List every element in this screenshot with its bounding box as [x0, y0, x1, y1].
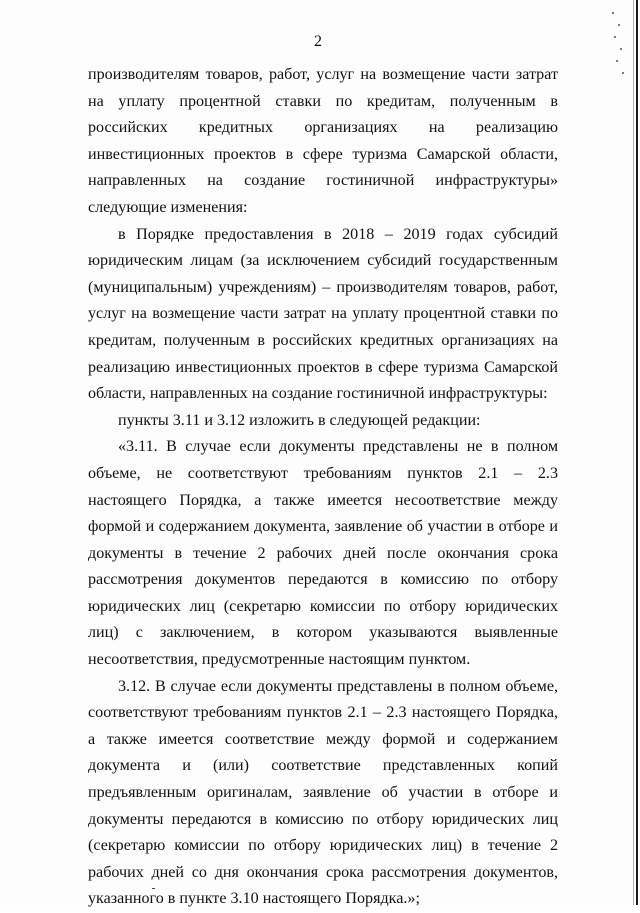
scan-stray-mark [152, 888, 155, 889]
scan-noise-marks [610, 10, 630, 80]
paragraph-continuation: производителям товаров, работ, услуг на возмещение части затрат на уплату процентной ставки по кредитам, полученным в российских кредитных организациях на реализацию инвестиционных проектов в сфере туризма Самарской области, направленных на создание гостиничной инфраструктуры» следующие изменения: [88, 66, 558, 216]
scan-edge-shadow [636, 0, 638, 905]
paragraph-procedure: в Порядке предоставления в 2018 – 2019 годах субсидий юридическим лицам (за исключением субсидий государственным (муниципальным) учреждениям) – производителям товаров, работ, услуг на возмещение части затрат на уплату процентной ставки по кредитам, полученным в российских кредитных организациях на реализацию инвестиционных проектов в сфере туризма Самарской области, направленных на создание гостиничной инфраструктуры: [88, 225, 558, 403]
paragraph-points-instruction: пункты 3.11 и 3.12 изложить в следующей редакции: [118, 411, 481, 429]
page-number: 2 [314, 33, 322, 50]
scan-edge-line [633, 0, 634, 905]
document-body [88, 62, 558, 913]
paragraph-point-3-12: 3.12. В случае если документы представлены в полном объеме, соответствуют требованиям пунктов 2.1 – 2.3 настоящего Порядка, а также имеется соответствие между формой и содержанием документа и (или) соответствие представленных копий предъявленным оригиналам, заявление об участии в отборе и документы передаются в комиссию по отбору юридических лиц (секретарю комиссии по отбору юридических лиц) в течение 2 рабочих дней со дня окончания срока рассмотрения документов, указанного в пункте 3.10 настоящего Порядка.»; [88, 677, 558, 908]
paragraph-point-3-11: «3.11. В случае если документы представлены не в полном объеме, не соответствуют требованиям пунктов 2.1 – 2.3 настоящего Порядка, а также имеется несоответствие между формой и содержанием документа, заявление об участии в отборе и документы в течение 2 рабочих дней после окончания срока рассмотрения документов передаются в комиссию по отбору юридических лиц (секретарю комиссии по отбору юридических лиц) с заключением, в котором указываются выявленные несоответствия, предусмотренные настоящим пунктом. [88, 438, 558, 669]
